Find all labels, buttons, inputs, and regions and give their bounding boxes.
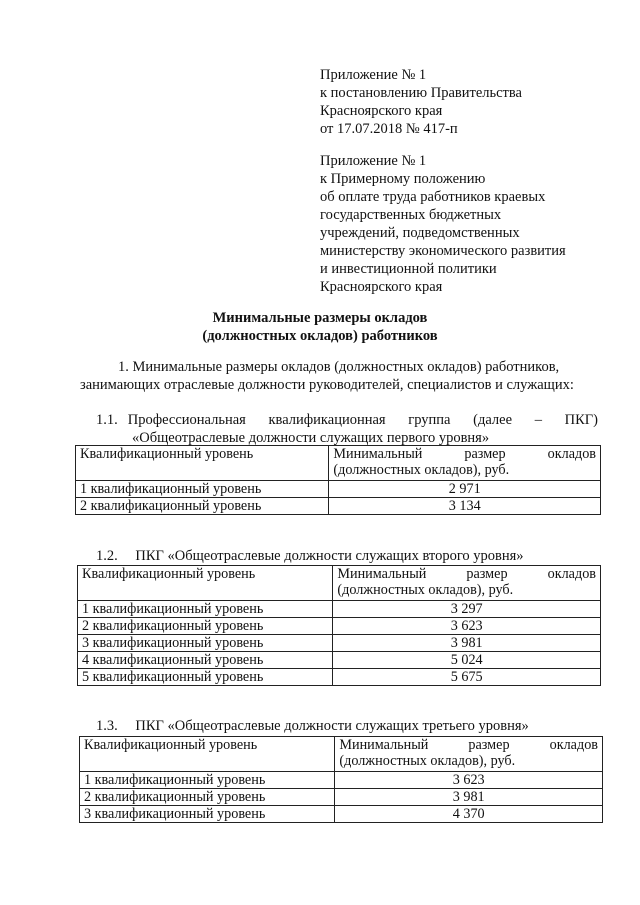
value-cell: 3 981 bbox=[335, 789, 603, 806]
intro-line-2: занимающих отраслевые должности руководителей, специалистов и служащих: bbox=[80, 377, 574, 393]
value-cell: 3 981 bbox=[333, 635, 601, 652]
table-row bbox=[78, 669, 601, 686]
header-word: размер bbox=[464, 446, 506, 462]
header-line: государственных бюджетных bbox=[320, 207, 502, 223]
appendix-header-regulation bbox=[320, 152, 566, 296]
header-line-2: (должностных окладов), руб. bbox=[339, 753, 516, 769]
value-cell: 3 134 bbox=[329, 498, 601, 515]
section-1-1-heading bbox=[96, 411, 598, 447]
level-cell: 2 квалификационный уровень bbox=[76, 498, 329, 515]
header-line: и инвестиционной политики bbox=[320, 261, 497, 277]
header-cell-level: Квалификационный уровень bbox=[80, 737, 335, 772]
value-cell: 5 675 bbox=[333, 669, 601, 686]
heading-word: – bbox=[534, 412, 542, 428]
header-word: окладов bbox=[547, 446, 596, 462]
header-line: Красноярского края bbox=[320, 279, 443, 295]
table-row bbox=[78, 618, 601, 635]
table-row bbox=[80, 806, 603, 823]
header-line: Приложение № 1 bbox=[320, 153, 427, 169]
level-cell: 1 квалификационный уровень bbox=[78, 601, 333, 618]
header-word: Минимальный bbox=[333, 446, 423, 462]
table-row bbox=[76, 498, 601, 515]
section-number: 1.2. bbox=[96, 548, 118, 564]
header-line: учреждений, подведомственных bbox=[320, 225, 520, 241]
header-cell-level: Квалификационный уровень bbox=[76, 446, 329, 481]
header-line: от 17.07.2018 № 417-п bbox=[320, 121, 458, 137]
table-row bbox=[76, 481, 601, 498]
header-cell-salary bbox=[333, 566, 601, 601]
salary-table-1-3 bbox=[79, 736, 603, 823]
value-cell: 3 297 bbox=[333, 601, 601, 618]
salary-table-1-2 bbox=[77, 565, 601, 686]
heading-word: Профессиональная bbox=[127, 412, 246, 428]
level-cell: 2 квалификационный уровень bbox=[78, 618, 333, 635]
table-row bbox=[78, 635, 601, 652]
level-cell: 1 квалификационный уровень bbox=[80, 772, 335, 789]
table-row bbox=[80, 789, 603, 806]
value-cell: 3 623 bbox=[335, 772, 603, 789]
value-cell: 4 370 bbox=[335, 806, 603, 823]
level-cell: 2 квалификационный уровень bbox=[80, 789, 335, 806]
header-line-2: (должностных окладов), руб. bbox=[337, 582, 514, 598]
section-number: 1.3. bbox=[96, 718, 118, 734]
section-title: ПКГ «Общеотраслевые должности служащих третьего уровня» bbox=[135, 718, 529, 734]
header-word: размер bbox=[466, 566, 508, 582]
section-number: 1.1. bbox=[96, 412, 118, 428]
section-title: ПКГ «Общеотраслевые должности служащих второго уровня» bbox=[135, 548, 524, 564]
table-header-row bbox=[78, 566, 601, 601]
level-cell: 4 квалификационный уровень bbox=[78, 652, 333, 669]
section-1-1-heading-line-2: «Общеотраслевые должности служащих первого уровня» bbox=[132, 430, 490, 446]
header-line: к Примерному положению bbox=[320, 171, 486, 187]
header-line: Красноярского края bbox=[320, 103, 443, 119]
table-row bbox=[80, 772, 603, 789]
intro-line-1: 1. Минимальные размеры окладов (должностных окладов) работников, bbox=[118, 359, 560, 375]
header-word: окладов bbox=[549, 737, 598, 753]
title-line-2: (должностных окладов) работников bbox=[202, 328, 438, 344]
header-line: об оплате труда работников краевых bbox=[320, 189, 546, 205]
header-word: окладов bbox=[547, 566, 596, 582]
value-cell: 2 971 bbox=[329, 481, 601, 498]
value-cell: 3 623 bbox=[333, 618, 601, 635]
header-cell-salary bbox=[335, 737, 603, 772]
heading-word: (далее bbox=[473, 412, 513, 428]
header-word: размер bbox=[468, 737, 510, 753]
header-line: министерству экономического развития bbox=[320, 243, 566, 259]
level-cell: 3 квалификационный уровень bbox=[80, 806, 335, 823]
table-header-row bbox=[80, 737, 603, 772]
level-cell: 3 квалификационный уровень bbox=[78, 635, 333, 652]
level-cell: 1 квалификационный уровень bbox=[76, 481, 329, 498]
header-line: Приложение № 1 bbox=[320, 67, 427, 83]
salary-table-1-1 bbox=[75, 445, 601, 515]
header-cell-salary bbox=[329, 446, 601, 481]
heading-word: квалификационная bbox=[268, 412, 386, 428]
value-cell: 5 024 bbox=[333, 652, 601, 669]
header-cell-level: Квалификационный уровень bbox=[78, 566, 333, 601]
header-line: к постановлению Правительства bbox=[320, 85, 522, 101]
section-1-2-heading bbox=[96, 547, 524, 565]
table-header-row bbox=[76, 446, 601, 481]
table-row bbox=[78, 652, 601, 669]
level-cell: 5 квалификационный уровень bbox=[78, 669, 333, 686]
header-line-2: (должностных окладов), руб. bbox=[333, 462, 510, 478]
table-row bbox=[78, 601, 601, 618]
section-1-3-heading bbox=[96, 717, 529, 735]
title-line-1: Минимальные размеры окладов bbox=[212, 310, 428, 326]
heading-word: ПКГ) bbox=[564, 412, 598, 428]
header-word: Минимальный bbox=[339, 737, 429, 753]
heading-word: группа bbox=[408, 412, 451, 428]
document-title bbox=[0, 309, 640, 345]
appendix-header-government bbox=[320, 66, 522, 138]
header-word: Минимальный bbox=[337, 566, 427, 582]
